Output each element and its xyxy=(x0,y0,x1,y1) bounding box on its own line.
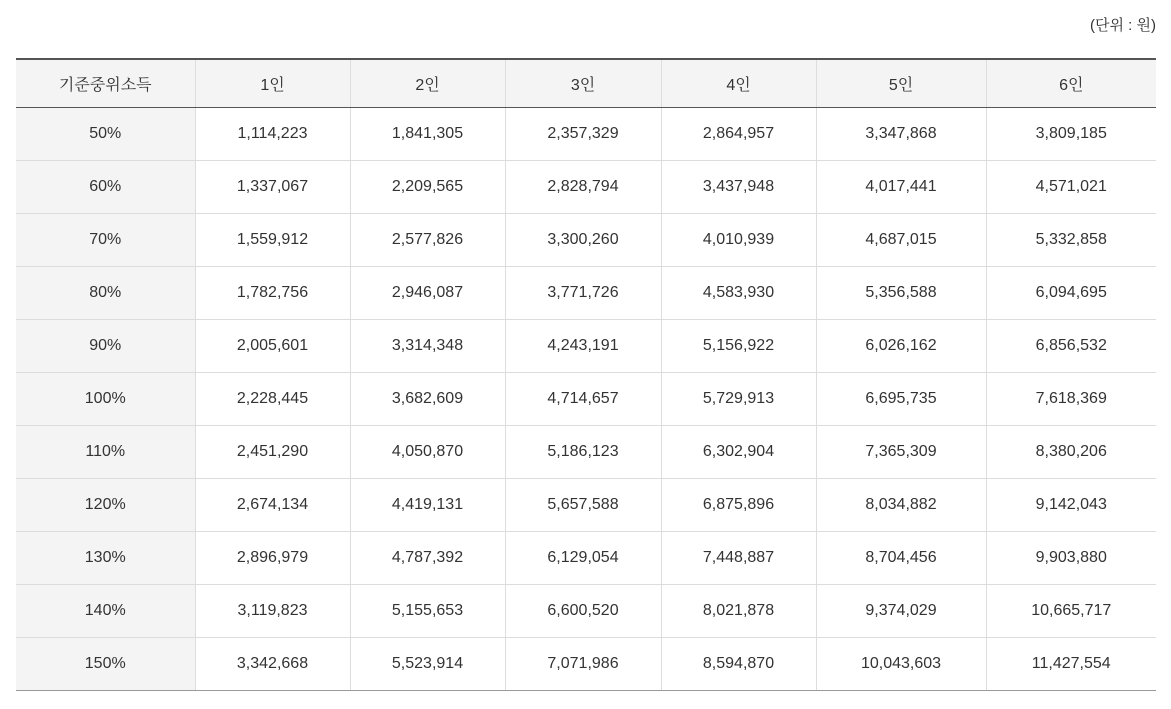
table-cell: 8,594,870 xyxy=(661,637,816,690)
table-cell: 5,657,588 xyxy=(505,478,661,531)
median-income-table xyxy=(16,58,1156,691)
column-header-household-2: 2인 xyxy=(350,59,505,107)
table-cell: 1,559,912 xyxy=(195,213,350,266)
row-label-percent: 130% xyxy=(16,531,195,584)
row-label-percent: 90% xyxy=(16,319,195,372)
row-label-percent: 140% xyxy=(16,584,195,637)
row-label-percent: 80% xyxy=(16,266,195,319)
table-cell: 6,875,896 xyxy=(661,478,816,531)
table-cell: 4,017,441 xyxy=(816,160,986,213)
table-row xyxy=(16,584,1156,637)
table-cell: 3,809,185 xyxy=(986,107,1156,160)
table-cell: 2,946,087 xyxy=(350,266,505,319)
table-cell: 3,300,260 xyxy=(505,213,661,266)
table-row xyxy=(16,107,1156,160)
column-header-household-5: 5인 xyxy=(816,59,986,107)
row-label-percent: 60% xyxy=(16,160,195,213)
table-cell: 3,119,823 xyxy=(195,584,350,637)
table-cell: 7,448,887 xyxy=(661,531,816,584)
table-cell: 11,427,554 xyxy=(986,637,1156,690)
table-cell: 4,787,392 xyxy=(350,531,505,584)
table-row xyxy=(16,372,1156,425)
table-cell: 4,687,015 xyxy=(816,213,986,266)
table-cell: 6,695,735 xyxy=(816,372,986,425)
table-header xyxy=(16,59,1156,107)
table-cell: 1,337,067 xyxy=(195,160,350,213)
table-cell: 2,864,957 xyxy=(661,107,816,160)
table-cell: 8,380,206 xyxy=(986,425,1156,478)
table-cell: 3,682,609 xyxy=(350,372,505,425)
table-cell: 5,186,123 xyxy=(505,425,661,478)
table-cell: 5,523,914 xyxy=(350,637,505,690)
table-cell: 4,243,191 xyxy=(505,319,661,372)
table-cell: 7,071,986 xyxy=(505,637,661,690)
table-cell: 2,577,826 xyxy=(350,213,505,266)
table-cell: 5,156,922 xyxy=(661,319,816,372)
column-header-median-income: 기준중위소득 xyxy=(16,59,195,107)
table-cell: 2,005,601 xyxy=(195,319,350,372)
table-cell: 9,142,043 xyxy=(986,478,1156,531)
row-label-percent: 110% xyxy=(16,425,195,478)
table-cell: 5,729,913 xyxy=(661,372,816,425)
table-cell: 2,451,290 xyxy=(195,425,350,478)
table-body xyxy=(16,107,1156,690)
row-label-percent: 120% xyxy=(16,478,195,531)
table-cell: 1,841,305 xyxy=(350,107,505,160)
table-cell: 10,665,717 xyxy=(986,584,1156,637)
table-cell: 3,342,668 xyxy=(195,637,350,690)
table-cell: 2,896,979 xyxy=(195,531,350,584)
table-cell: 7,618,369 xyxy=(986,372,1156,425)
table-cell: 5,155,653 xyxy=(350,584,505,637)
table-cell: 3,347,868 xyxy=(816,107,986,160)
table-cell: 3,771,726 xyxy=(505,266,661,319)
table-cell: 5,356,588 xyxy=(816,266,986,319)
column-header-household-1: 1인 xyxy=(195,59,350,107)
table-row xyxy=(16,425,1156,478)
table-cell: 2,828,794 xyxy=(505,160,661,213)
table-row xyxy=(16,266,1156,319)
table-cell: 4,583,930 xyxy=(661,266,816,319)
table-cell: 2,674,134 xyxy=(195,478,350,531)
table-row xyxy=(16,478,1156,531)
table-cell: 2,209,565 xyxy=(350,160,505,213)
table-cell: 9,903,880 xyxy=(986,531,1156,584)
table-cell: 8,021,878 xyxy=(661,584,816,637)
table-cell: 6,302,904 xyxy=(661,425,816,478)
row-label-percent: 70% xyxy=(16,213,195,266)
table-cell: 7,365,309 xyxy=(816,425,986,478)
table-cell: 1,782,756 xyxy=(195,266,350,319)
row-label-percent: 100% xyxy=(16,372,195,425)
table-row xyxy=(16,160,1156,213)
table-cell: 9,374,029 xyxy=(816,584,986,637)
table-cell: 2,357,329 xyxy=(505,107,661,160)
table-cell: 6,026,162 xyxy=(816,319,986,372)
column-header-household-4: 4인 xyxy=(661,59,816,107)
table-cell: 6,094,695 xyxy=(986,266,1156,319)
table-cell: 4,571,021 xyxy=(986,160,1156,213)
table-cell: 4,010,939 xyxy=(661,213,816,266)
table-row xyxy=(16,637,1156,690)
header-row xyxy=(16,59,1156,107)
unit-label: (단위 : 원) xyxy=(1090,17,1156,34)
table-cell: 3,314,348 xyxy=(350,319,505,372)
column-header-household-3: 3인 xyxy=(505,59,661,107)
row-label-percent: 50% xyxy=(16,107,195,160)
table-row xyxy=(16,319,1156,372)
table-row xyxy=(16,213,1156,266)
table-cell: 4,050,870 xyxy=(350,425,505,478)
table-cell: 8,034,882 xyxy=(816,478,986,531)
table-cell: 1,114,223 xyxy=(195,107,350,160)
table-row xyxy=(16,531,1156,584)
table-cell: 6,129,054 xyxy=(505,531,661,584)
table-cell: 5,332,858 xyxy=(986,213,1156,266)
table-cell: 8,704,456 xyxy=(816,531,986,584)
row-label-percent: 150% xyxy=(16,637,195,690)
table-cell: 4,714,657 xyxy=(505,372,661,425)
column-header-household-6: 6인 xyxy=(986,59,1156,107)
table-cell: 2,228,445 xyxy=(195,372,350,425)
table-cell: 4,419,131 xyxy=(350,478,505,531)
table-cell: 3,437,948 xyxy=(661,160,816,213)
table-cell: 6,856,532 xyxy=(986,319,1156,372)
table-cell: 10,043,603 xyxy=(816,637,986,690)
table-cell: 6,600,520 xyxy=(505,584,661,637)
